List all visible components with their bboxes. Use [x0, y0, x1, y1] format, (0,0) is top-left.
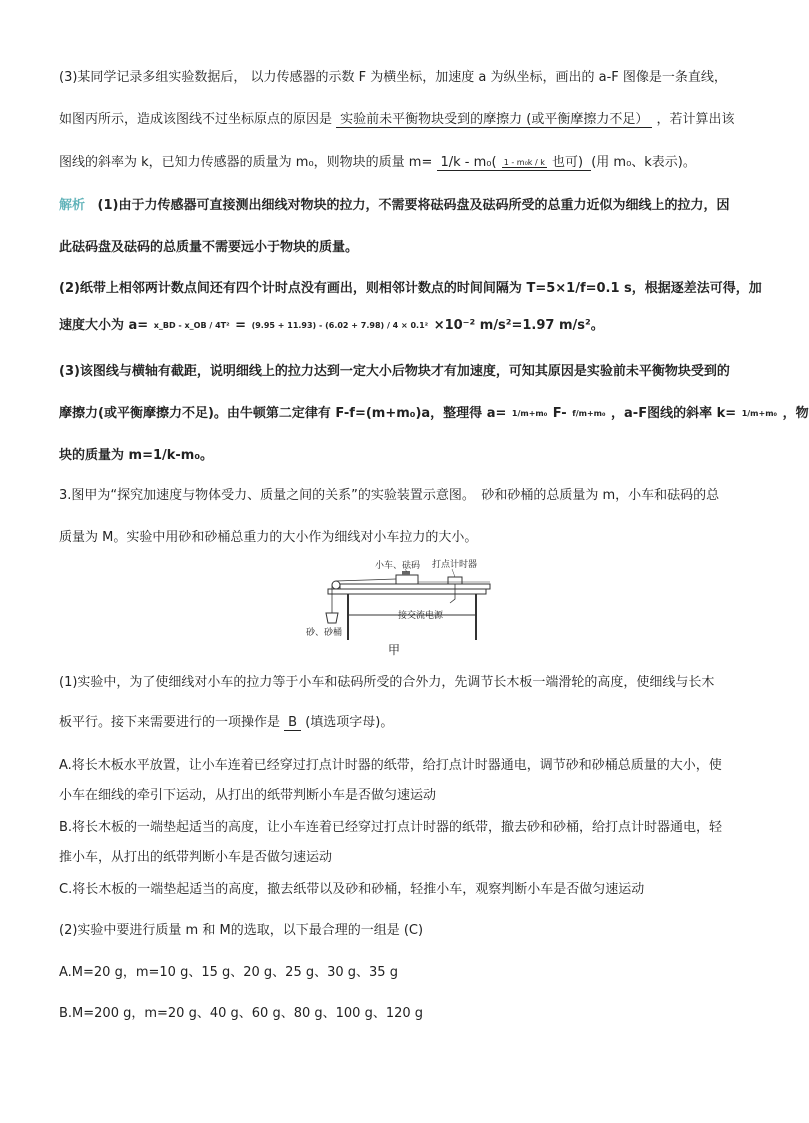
analysis-line3: (2)纸带上相邻两计数点间还有四个计时点没有画出，则相邻计数点的时间间隔为 T=5×1/f=0.1 s，根据逐差法可得，加 [59, 281, 762, 296]
fraction-slope-term: 1/m+m₀ [511, 409, 548, 418]
q2-part3-line1: (3)某同学记录多组实验数据后， 以力传感器的示数 F 为横坐标，加速度 a 为纵坐标，画出的 a-F 图像是一条直线， [59, 70, 727, 85]
label-bucket: 砂、砂桶 [306, 628, 343, 638]
q3-part1-line1: (1)实验中，为了使细线对小车的拉力等于小车和砝码所受的合外力，先调节长木板一端滑轮的高度，使细线与长木 [59, 675, 715, 690]
long-board [340, 584, 490, 589]
label-power: 接交流电源 [398, 611, 444, 621]
analysis-line1: 解析 (1)由于力传感器可直接测出细线对物块的拉力，不需要将砝码盘及砝码所受的总重力近似为细线上的拉力，因 [59, 198, 730, 213]
timer [448, 577, 462, 584]
fraction-friction-term: f/m+m₀ [572, 409, 606, 418]
q3-part2-option-b: B.M=200 g，m=20 g、40 g、60 g、80 g、100 g、120 g [59, 1006, 424, 1021]
figure-caption: 甲 [388, 643, 401, 657]
weights [402, 571, 410, 575]
label-car: 小车、砝码 [375, 561, 421, 571]
analysis-label: 解析 [59, 198, 86, 213]
analysis-line4: 速度大小为 a= x_BD - x_OB / 4T² = (9.95 + 11.93) - (6.02 + 7.98) / 4 × 0.1² ×10⁻² m/s²=1.97 m/s²。 [59, 318, 604, 333]
option-a-line1: A.将长木板水平放置，让小车连着已经穿过打点计时器的纸带，给打点计时器通电，调节砂和砂桶总质量的大小，使 [59, 758, 722, 773]
q3-part1-line2: 板平行。接下来需要进行的一项操作是 B (填选项字母)。 [59, 715, 394, 730]
q2-part3-line3: 图线的斜率为 k，已知力传感器的质量为 m₀，则物块的质量 m= 1/k - m₀( 1 - m₀k / k 也可) (用 m₀、k表示)。 [59, 155, 696, 170]
sand-bucket [326, 613, 338, 623]
analysis-line7: 块的质量为 m=1/k-m₀。 [59, 448, 214, 463]
option-a-line2: 小车在细线的牵引下运动，从打出的纸带判断小车是否做匀速运动 [59, 788, 437, 803]
fraction-mass-alt: 1 - m₀k / k [503, 157, 545, 167]
answer-blank-mass: 1/k - m₀( 1 - m₀k / k 也可) [437, 155, 592, 171]
fraction-slope: 1/m+m₀ [741, 409, 778, 418]
analysis-line2: 此砝码盘及砝码的总质量不需要远小于物块的质量。 [59, 240, 359, 255]
fraction-diff-values: (9.95 + 11.93) - (6.02 + 7.98) / 4 × 0.1² [251, 321, 429, 330]
car [396, 575, 418, 584]
pulley [332, 581, 340, 589]
q3-part2-option-a: A.M=20 g，m=10 g、15 g、20 g、25 g、30 g、35 g [59, 965, 398, 980]
label-timer: 打点计时器 [432, 560, 478, 570]
table-top [328, 589, 486, 594]
q3-line1: 3.图甲为“探究加速度与物体受力、质量之间的关系”的实验装置示意图。 砂和砂桶的总质量为 m，小车和砝码的总 [59, 488, 720, 503]
analysis-line6: 摩擦力(或平衡摩擦力不足)。由牛顿第二定律有 F-f=(m+m₀)a，整理得 a= 1/m+m₀ F- f/m+m₀ ，a-F图线的斜率 k= 1/m+m₀ ，物 [59, 406, 809, 421]
q3-part2-line1: (2)实验中要进行质量 m 和 M的选取，以下最合理的一组是 (C) [59, 923, 424, 938]
option-c: C.将长木板的一端垫起适当的高度，撤去纸带以及砂和砂桶，轻推小车，观察判断小车是否做匀速运动 [59, 882, 645, 897]
answer-blank-reason: 实验前未平衡物块受到的摩擦力 (或平衡摩擦力不足） [336, 112, 652, 128]
q2-part3-line2: 如图丙所示，造成该图线不过坐标原点的原因是 实验前未平衡物块受到的摩擦力 (或平衡摩擦力不足） ，若计算出该 [59, 112, 735, 127]
analysis-line5: (3)该图线与横轴有截距，说明细线上的拉力达到一定大小后物块才有加速度，可知其原因是实验前未平衡物块受到的 [59, 364, 730, 379]
q3-line2: 质量为 M。实验中用砂和砂桶总重力的大小作为细线对小车拉力的大小。 [59, 530, 478, 545]
string [336, 579, 396, 581]
option-b-line2: 推小车，从打出的纸带判断小车是否做匀速运动 [59, 850, 333, 865]
answer-blank-operation: B [284, 715, 301, 731]
option-b-line1: B.将长木板的一端垫起适当的高度，让小车连着已经穿过打点计时器的纸带，撤去砂和砂桶，给打点计时器通电，轻 [59, 820, 723, 835]
fraction-diff-formula: x_BD - x_OB / 4T² [153, 321, 230, 330]
